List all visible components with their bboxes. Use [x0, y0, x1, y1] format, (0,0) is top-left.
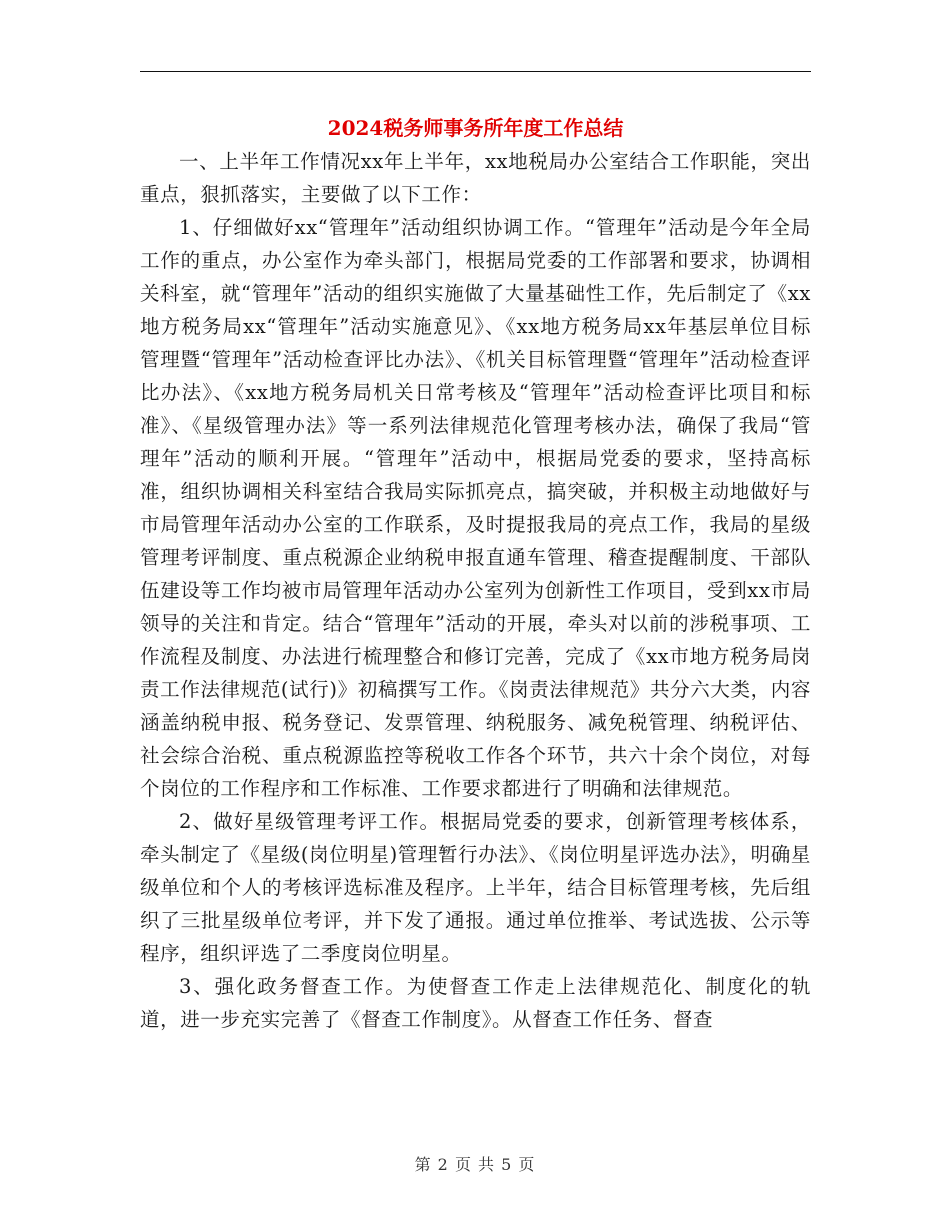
paragraph-item-3: 3、强化政务督查工作。为使督查工作走上法律规范化、制度化的轨道，进一步充实完善了《督查工作制度》。从督查工作任务、督查: [140, 975, 811, 1031]
document-body: [140, 145, 811, 1036]
paragraph-intro: 一、上半年工作情况xx年上半年，xx地税局办公室结合工作职能，突出重点，狠抓落实，主要做了以下工作：: [140, 150, 811, 206]
header-rule: [140, 71, 811, 72]
document-title: 2024税务师事务所年度工作总结: [327, 116, 624, 140]
page-number: 第 2 页 共 5 页: [414, 1155, 536, 1174]
paragraph-item-1: 1、仔细做好xx“管理年”活动组织协调工作。“管理年”活动是今年全局工作的重点，办公室作为牵头部门，根据局党委的工作部署和要求，协调相关科室，就“管理年”活动的组织实施做了大量基础性工作，先后制定了《xx地方税务局xx“管理年”活动实施意见》、《xx地方税务局xx年基层单位目标管理暨“管理年”活动检查评比办法》、《机关目标管理暨“管理年”活动检查评比办法》、《xx地方税务局机关日常考核及“管理年”活动检查评比项目和标准》、《星级管理办法》等一系列法律规范化管理考核办法，确保了我局“管理年”活动的顺利开展。“管理年”活动中，根据局党委的要求，坚持高标准，组织协调相关科室结合我局实际抓亮点，搞突破，并积极主动地做好与市局管理年活动办公室的工作联系，及时提报我局的亮点工作，我局的星级管理考评制度、重点税源企业纳税申报直通车管理、稽查提醒制度、干部队伍建设等工作均被市局管理年活动办公室列为创新性工作项目，受到xx市局领导的关注和肯定。结合“管理年”活动的开展，牵头对以前的涉税事项、工作流程及制度、办法进行梳理整合和修订完善，完成了《xx市地方税务局岗责工作法律规范(试行)》初稿撰写工作。《岗责法律规范》共分六大类，内容涵盖纳税申报、税务登记、发票管理、纳税服务、减免税管理、纳税评估、社会综合治税、重点税源监控等税收工作各个环节，共六十余个岗位，对每个岗位的工作程序和工作标准、工作要求都进行了明确和法律规范。: [140, 216, 811, 800]
paragraph-item-2: 2、做好星级管理考评工作。根据局党委的要求，创新管理考核体系，牵头制定了《星级(岗位明星)管理暂行办法》、《岗位明星评选办法》，明确星级单位和个人的考核评选标准及程序。上半年，结合目标管理考核，先后组织了三批星级单位考评，并下发了通报。通过单位推举、考试选拔、公示等程序，组织评选了二季度岗位明星。: [140, 810, 811, 965]
